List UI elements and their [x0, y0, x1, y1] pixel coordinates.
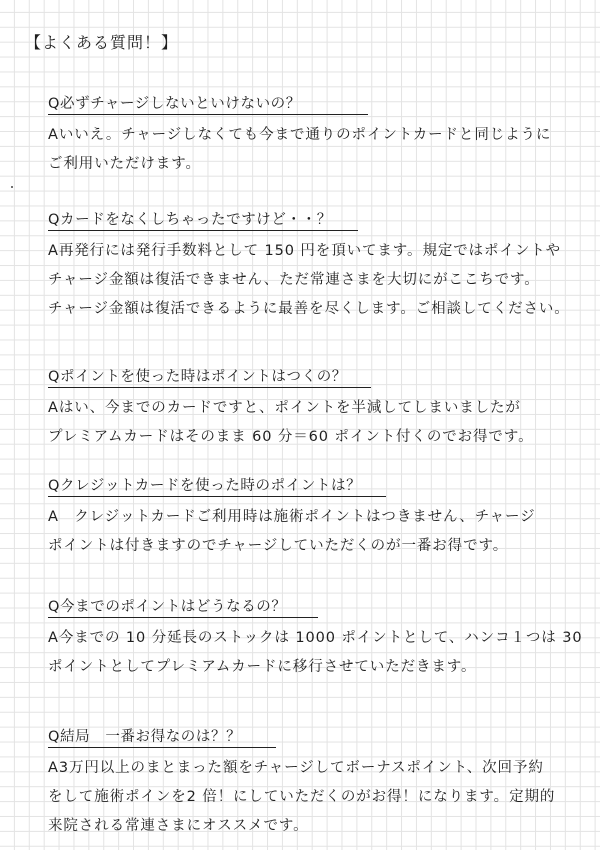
- faq-question: Q今までのポイントはどうなるの？: [48, 595, 318, 618]
- faq-answer: A再発行には発行手数料として 150 円を頂いてます。規定ではポイントや チャージ金額は復活できません、ただ常連さまを大切にがここちです。 チャージ金額は復活できるように最善を尽くします。ご相談してください。: [48, 243, 570, 317]
- faq-answer: A今までの 10 分延長のストックは 1000 ポイントとして、ハンコ１つは 30 ポイントとしてプレミアムカードに移行させていただきます。: [48, 630, 583, 675]
- faq-question: Qクレジットカードを使った時のポイントは？: [48, 474, 386, 497]
- faq-answer: Aいいえ。チャージしなくても今まで通りのポイントカードと同じように ご利用いただけます。: [48, 127, 552, 172]
- faq-question: Qポイントを使った時はポイントはつくの？: [48, 365, 371, 388]
- faq-question: Q結局 一番お得なのは？？: [48, 725, 276, 748]
- faq-item-4: [48, 474, 596, 561]
- stray-dot: [11, 186, 13, 188]
- faq-answer: A クレジットカードご利用時は施術ポイントはつきません、チャージ ポイントは付きますのでチャージしていただくのが一番お得です。: [48, 509, 536, 554]
- faq-item-3: [48, 365, 596, 452]
- faq-question: Q必ずチャージしないといけないの？: [48, 92, 368, 115]
- faq-item-1: [48, 92, 596, 179]
- faq-item-5: [48, 595, 596, 682]
- page-title: 【よくある質問！】: [25, 33, 179, 52]
- faq-item-2: [48, 208, 596, 324]
- faq-question: Qカードをなくしちゃったですけど・・？: [48, 208, 358, 231]
- faq-answer: A3万円以上のまとまった額をチャージしてボーナスポイント、次回予約 をして施術ポインを2 倍！にしていただくのがお得！になります。定期的 来院される常連さまにオススメです。: [48, 760, 556, 834]
- faq-item-6: [48, 725, 596, 841]
- faq-answer: Aはい、今までのカードですと、ポイントを半減してしまいましたが プレミアムカードはそのまま 60 分＝60 ポイント付くのでお得です。: [48, 400, 534, 445]
